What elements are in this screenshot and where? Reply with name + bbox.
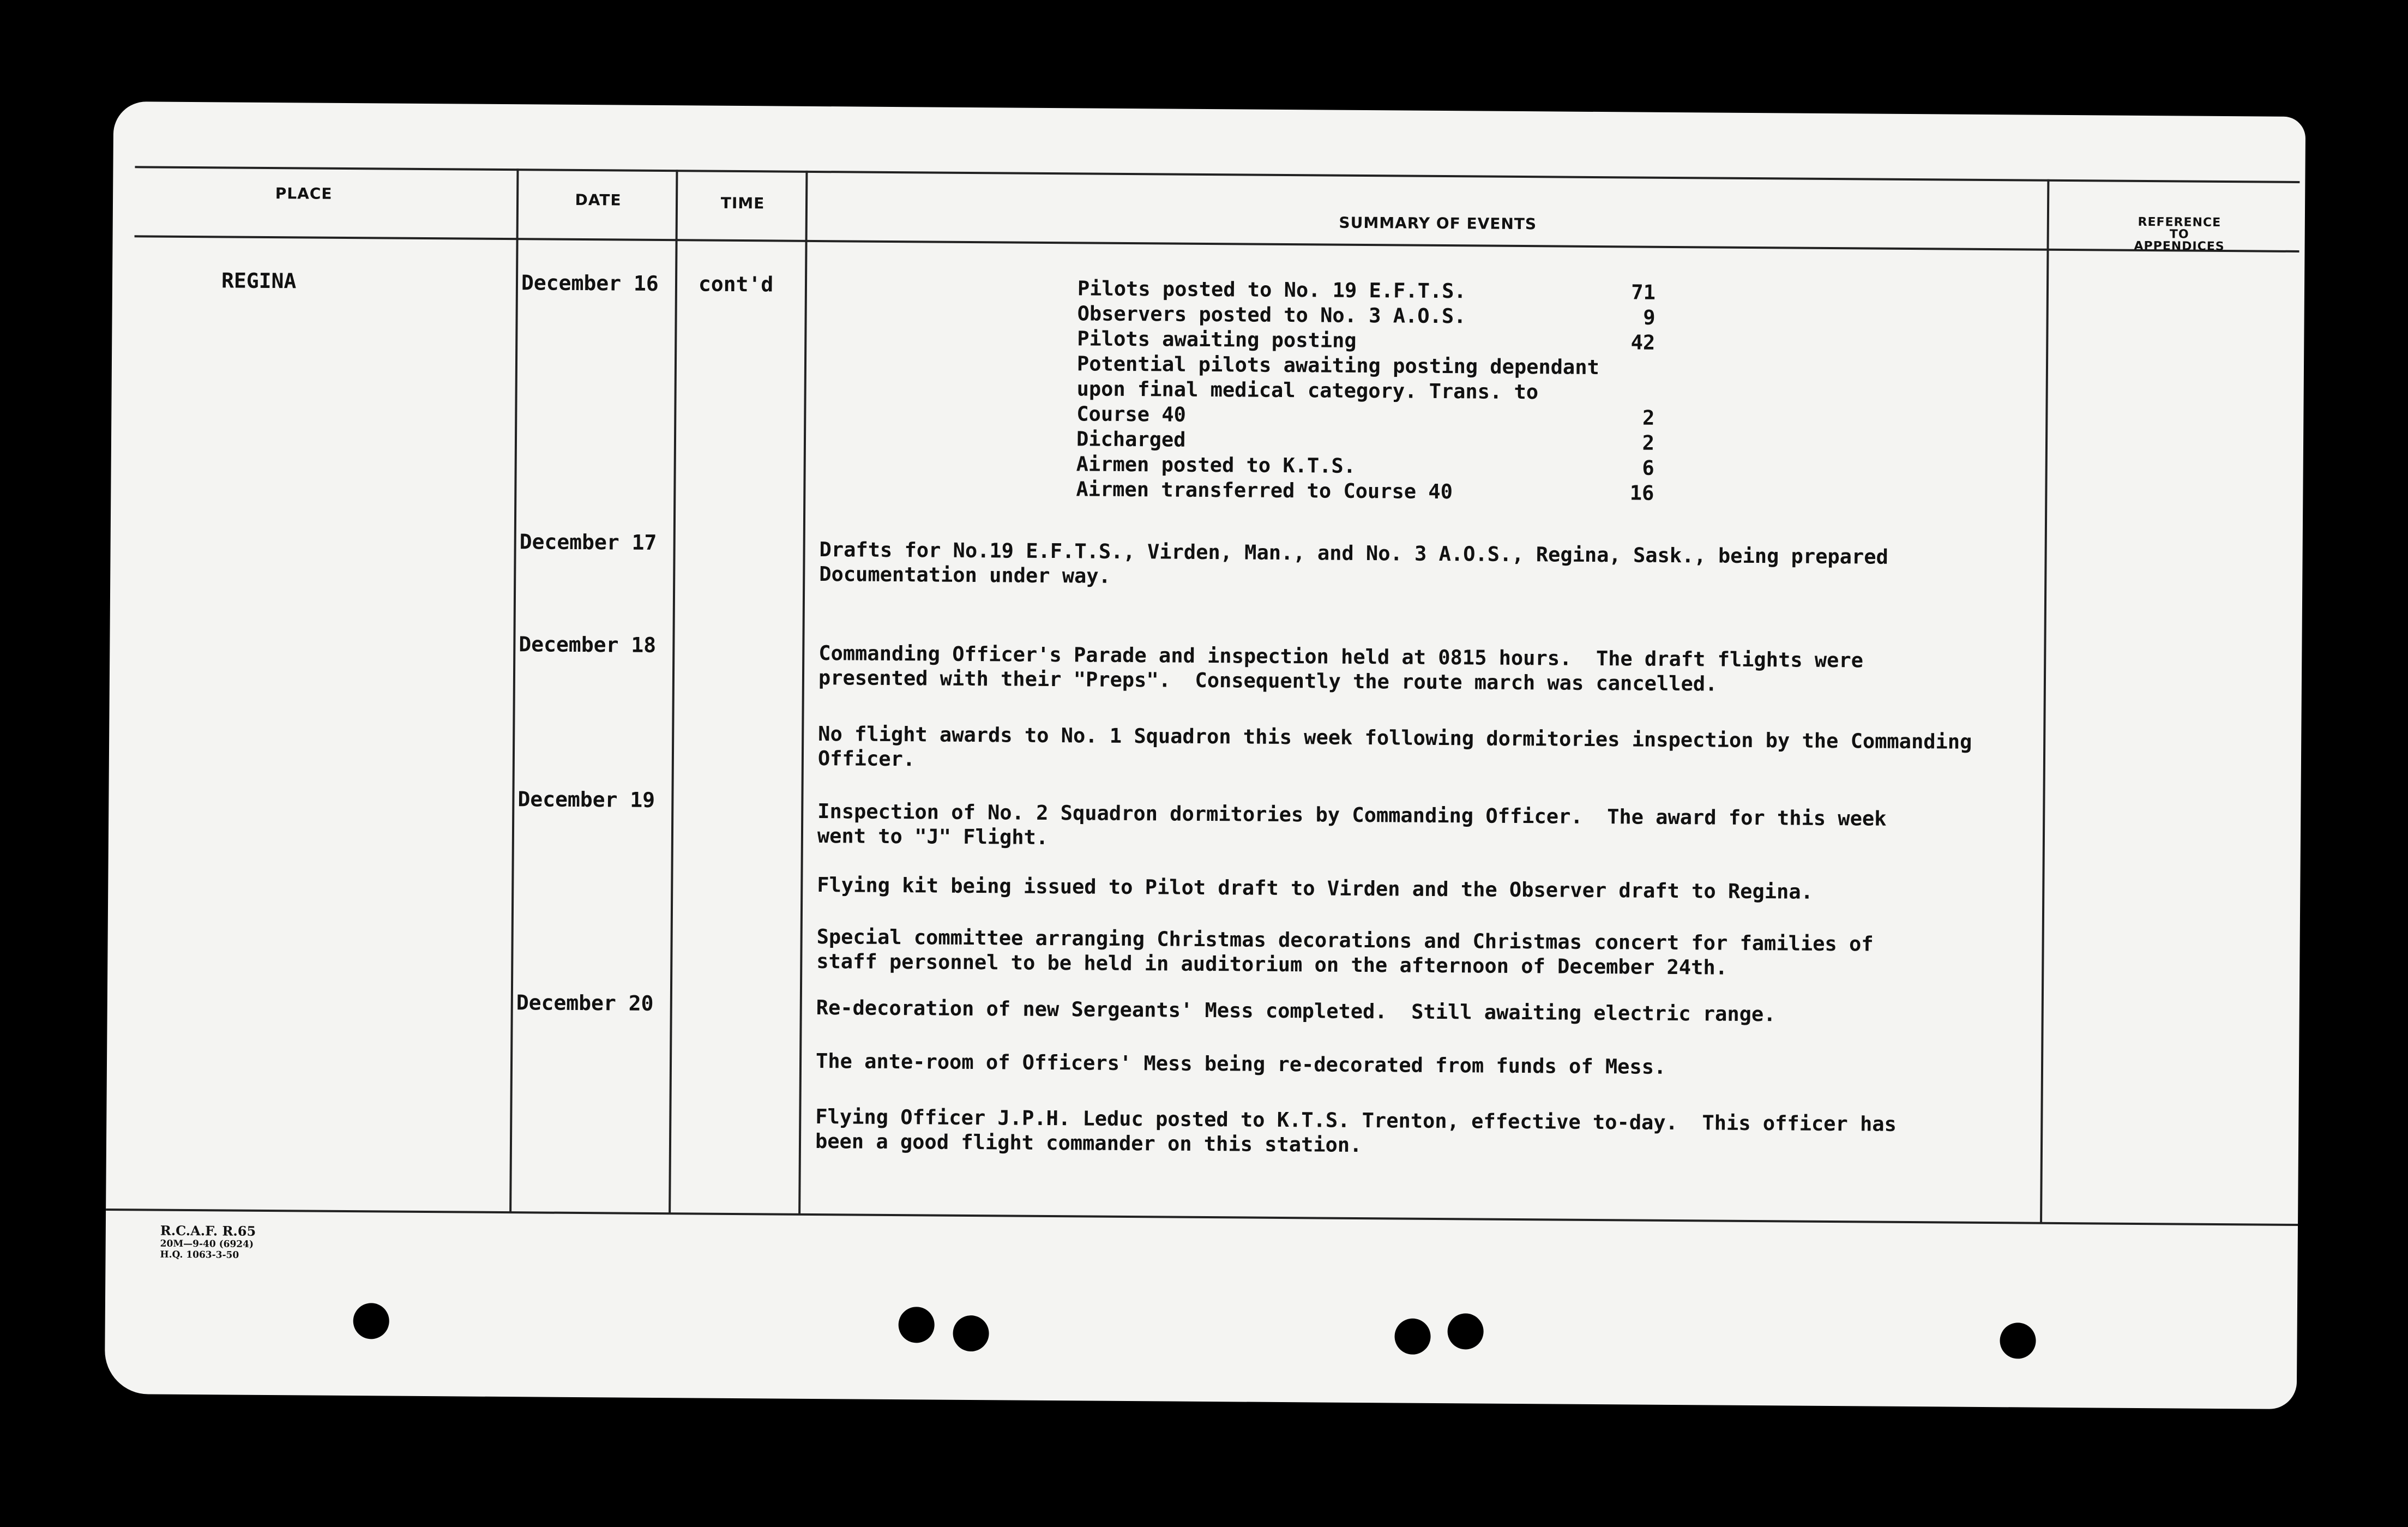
- stat-value: 2: [1642, 431, 1655, 455]
- stat-label: Potential pilots awaiting posting dependant: [1076, 352, 1600, 380]
- time-summary-divider: [798, 171, 808, 1215]
- stat-value: [1611, 355, 1655, 381]
- binder-hole: [1394, 1318, 1430, 1354]
- form-code: R.C.A.F. R.65: [160, 1222, 256, 1239]
- stat-row: [1076, 426, 1654, 455]
- stat-label: Dicharged: [1076, 427, 1186, 452]
- event-entry: No flight awards to No. 1 Squadron this week following dormitories inspection by the Commanding Officer.: [817, 722, 1972, 771]
- binder-hole: [1447, 1313, 1483, 1349]
- date-entry: December 16: [521, 270, 659, 296]
- header-date: DATE: [575, 190, 622, 209]
- stat-row: [1076, 401, 1654, 430]
- place-value: REGINA: [221, 268, 297, 293]
- stat-value: 6: [1642, 456, 1654, 480]
- date-entry: December 18: [519, 632, 657, 657]
- stat-label: upon final medical category. Trans. to: [1076, 377, 1539, 404]
- stat-label: Airmen transferred to Course 40: [1076, 477, 1453, 504]
- stat-value: 2: [1642, 406, 1655, 430]
- header-time: TIME: [720, 194, 765, 213]
- stat-value: 42: [1630, 330, 1656, 354]
- stat-label: Pilots awaiting posting: [1077, 327, 1357, 352]
- event-entry: Inspection of No. 2 Squadron dormitories by Commanding Officer. The award for this week went to "J" Flight.: [817, 799, 1887, 849]
- form-print-run: 20M—9-40 (6924): [160, 1238, 254, 1250]
- place-date-divider: [509, 169, 519, 1213]
- stat-value: 9: [1643, 305, 1656, 329]
- event-entry: Drafts for No.19 E.F.T.S., Virden, Man., and No. 3 A.O.S., Regina, Sask., being prepared Documentation under way.: [819, 538, 1889, 588]
- stat-label: Course 40: [1076, 402, 1186, 426]
- binder-hole: [898, 1307, 934, 1343]
- date-entry: December 20: [516, 990, 654, 1015]
- stat-label: Airmen posted to K.T.S.: [1076, 452, 1356, 478]
- record-card: [105, 101, 2305, 1409]
- stat-label: Observers posted to No. 3 A.O.S.: [1077, 302, 1466, 328]
- binder-hole: [353, 1303, 389, 1339]
- event-entry: Flying kit being issued to Pilot draft to Virden and the Observer draft to Regina.: [817, 873, 1814, 904]
- stat-value: 71: [1631, 280, 1656, 304]
- event-entry: Re-decoration of new Sergeants' Mess completed. Still awaiting electric range.: [816, 996, 1776, 1026]
- event-entry: Commanding Officer's Parade and inspection held at 0815 hours. The draft flights were presented with their "Preps". Consequently the route march was cancelled.: [818, 641, 1864, 696]
- form-number: [160, 1223, 256, 1261]
- header-summary: SUMMARY OF EVENTS: [1339, 213, 1537, 233]
- stat-value: [1611, 380, 1654, 406]
- date-entry: December 17: [519, 530, 657, 555]
- posting-statistics: [1076, 276, 1656, 506]
- header-place: PLACE: [275, 184, 333, 203]
- time-value: cont'd: [698, 272, 774, 297]
- body-bottom-rule: [106, 1209, 2298, 1226]
- event-entry: The ante-room of Officers' Mess being re-decorated from funds of Mess.: [815, 1049, 1666, 1079]
- binder-hole: [2000, 1322, 2036, 1358]
- date-entry: December 19: [517, 787, 655, 812]
- stat-row: [1077, 351, 1655, 380]
- header-top-rule: [135, 166, 2299, 183]
- event-entry: Flying Officer J.P.H. Leduc posted to K.T.S. Trenton, effective to-day. This officer has been a good flight commander on this station.: [815, 1105, 1897, 1157]
- stat-value: 16: [1629, 481, 1654, 505]
- stat-row: [1076, 477, 1654, 506]
- form-hq-ref: H.Q. 1063-3-50: [160, 1249, 239, 1261]
- date-time-divider: [669, 170, 678, 1214]
- binder-hole: [953, 1315, 989, 1351]
- stat-row: [1077, 326, 1655, 355]
- header-reference: REFERENCE TO APPENDICES: [2134, 215, 2225, 254]
- stat-row: [1077, 301, 1655, 330]
- stat-row: [1077, 276, 1656, 305]
- header-bottom-rule: [135, 235, 2299, 253]
- stat-row: [1077, 376, 1655, 405]
- stat-label: Pilots posted to No. 19 E.F.T.S.: [1077, 276, 1466, 303]
- event-entry: Special committee arranging Christmas decorations and Christmas concert for families of staff personnel to be held in auditorium on the afternoon of December 24th.: [816, 925, 1874, 979]
- stat-row: [1076, 452, 1654, 480]
